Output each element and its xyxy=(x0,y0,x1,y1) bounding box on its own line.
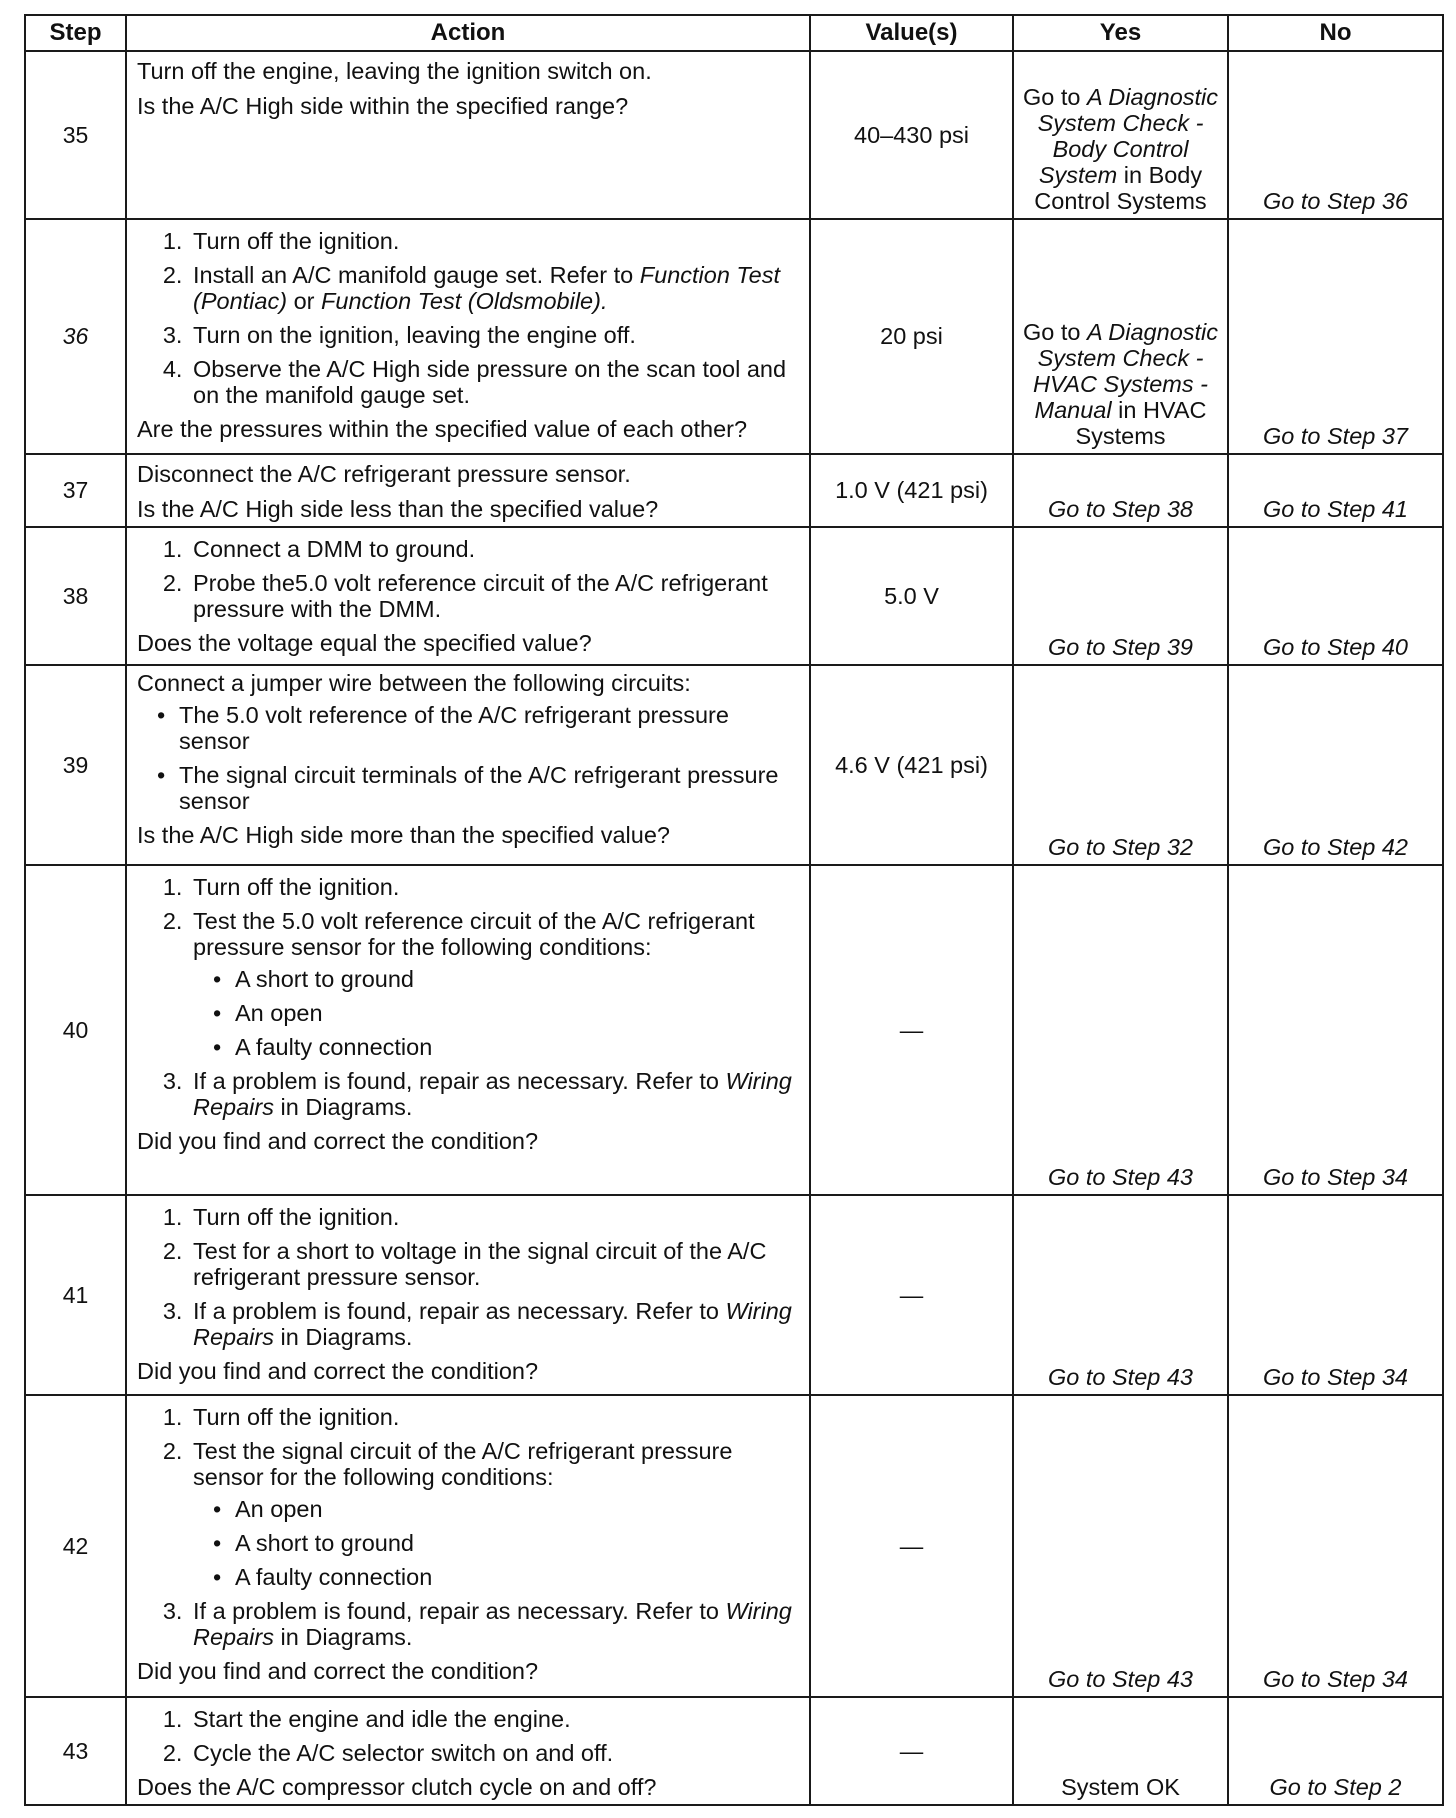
header-yes: Yes xyxy=(1013,15,1228,51)
action-cell xyxy=(126,454,810,527)
yes-link[interactable]: A Diagnostic System Check - Body Control System xyxy=(1037,84,1219,188)
action-text: Install an A/C manifold gauge set. Refer to xyxy=(193,262,640,288)
action-cell xyxy=(126,527,810,665)
action-step: 1. Connect a DMM to ground. xyxy=(189,536,801,562)
action-step: 3. Turn on the ignition, leaving the engine off. xyxy=(189,322,801,348)
action-bullet: • A short to ground xyxy=(231,966,801,992)
action-bullet: • A short to ground xyxy=(231,1530,801,1556)
step-number: 35 xyxy=(25,51,126,219)
action-text: Disconnect the A/C refrigerant pressure sensor. xyxy=(137,461,631,487)
table-row xyxy=(25,1697,1443,1805)
action-step xyxy=(189,1438,801,1590)
action-cell xyxy=(126,219,810,454)
diagnostic-table xyxy=(24,14,1444,1806)
step-number: 42 xyxy=(25,1395,126,1697)
table-row xyxy=(25,1195,1443,1395)
yes-cell[interactable]: Go to Step 38 xyxy=(1013,454,1228,527)
action-question: Does the A/C compressor clutch cycle on and off? xyxy=(137,1774,657,1800)
action-cell xyxy=(126,51,810,219)
yes-cell xyxy=(1013,219,1228,454)
action-bullet: • An open xyxy=(231,1496,801,1522)
value-cell: 20 psi xyxy=(810,219,1013,454)
no-cell[interactable]: Go to Step 2 xyxy=(1228,1697,1443,1805)
yes-cell[interactable]: Go to Step 43 xyxy=(1013,1195,1228,1395)
action-text: Test the signal circuit of the A/C refrigerant pressure sensor for the following conditions: xyxy=(193,1438,733,1490)
no-cell[interactable]: Go to Step 41 xyxy=(1228,454,1443,527)
action-text: or xyxy=(287,288,322,314)
action-link[interactable]: Wiring Repairs xyxy=(193,1068,792,1120)
action-step xyxy=(189,1598,801,1650)
value-cell: 1.0 V (421 psi) xyxy=(810,454,1013,527)
action-step xyxy=(189,908,801,1060)
action-link[interactable]: Function Test (Oldsmobile). xyxy=(321,288,608,314)
action-cell xyxy=(126,865,810,1195)
action-cell xyxy=(126,665,810,865)
no-cell[interactable]: Go to Step 34 xyxy=(1228,1395,1443,1697)
no-cell[interactable]: Go to Step 37 xyxy=(1228,219,1443,454)
yes-text: Go to xyxy=(1022,319,1087,345)
header-step: Step xyxy=(25,15,126,51)
action-text: If a problem is found, repair as necessary. Refer to xyxy=(193,1298,726,1324)
yes-cell[interactable]: Go to Step 43 xyxy=(1013,865,1228,1195)
step-number: 41 xyxy=(25,1195,126,1395)
no-cell[interactable]: Go to Step 34 xyxy=(1228,1195,1443,1395)
action-bullets xyxy=(193,1496,801,1590)
action-steps xyxy=(137,1204,801,1350)
action-text: in xyxy=(273,1624,306,1650)
step-number: 37 xyxy=(25,454,126,527)
action-doc: Diagrams. xyxy=(305,1324,413,1350)
no-cell[interactable]: Go to Step 34 xyxy=(1228,865,1443,1195)
action-step: 1. Start the engine and idle the engine. xyxy=(189,1706,801,1732)
action-text: in xyxy=(273,1324,306,1350)
action-step: 1. Turn off the ignition. xyxy=(189,1204,801,1230)
action-bullets xyxy=(193,966,801,1060)
action-question: Did you find and correct the condition? xyxy=(137,1358,539,1384)
action-question: Did you find and correct the condition? xyxy=(137,1128,539,1154)
action-step: 1. Turn off the ignition. xyxy=(189,1404,801,1430)
action-question: Did you find and correct the condition? xyxy=(137,1658,539,1684)
yes-cell[interactable]: Go to Step 43 xyxy=(1013,1395,1228,1697)
action-text: If a problem is found, repair as necessary. Refer to xyxy=(193,1598,726,1624)
action-question: Is the A/C High side within the specified range? xyxy=(137,93,629,119)
action-text: Test the 5.0 volt reference circuit of the A/C refrigerant pressure sensor for the following conditions: xyxy=(193,908,755,960)
no-cell[interactable]: Go to Step 40 xyxy=(1228,527,1443,665)
action-steps xyxy=(137,536,801,622)
action-question: Is the A/C High side more than the specified value? xyxy=(137,822,670,848)
value-cell: — xyxy=(810,1395,1013,1697)
yes-doc: HVAC Systems xyxy=(1075,397,1207,449)
diagnostic-table-container xyxy=(24,14,1442,1806)
yes-cell xyxy=(1013,51,1228,219)
action-cell xyxy=(126,1195,810,1395)
step-number: 39 xyxy=(25,665,126,865)
action-steps xyxy=(137,1404,801,1650)
value-cell: — xyxy=(810,1697,1013,1805)
action-question: Does the voltage equal the specified value? xyxy=(137,630,592,656)
table-row xyxy=(25,665,1443,865)
table-row xyxy=(25,865,1443,1195)
action-text: Turn off the engine, leaving the ignition switch on. xyxy=(137,58,652,84)
table-row xyxy=(25,527,1443,665)
header-values: Value(s) xyxy=(810,15,1013,51)
action-text: Connect a jumper wire between the following circuits: xyxy=(137,670,691,696)
yes-cell[interactable]: Go to Step 39 xyxy=(1013,527,1228,665)
action-steps xyxy=(137,874,801,1120)
no-cell[interactable]: Go to Step 36 xyxy=(1228,51,1443,219)
action-bullet: • A faulty connection xyxy=(231,1034,801,1060)
action-step: 4. Observe the A/C High side pressure on the scan tool and on the manifold gauge set. xyxy=(189,356,801,408)
action-cell xyxy=(126,1697,810,1805)
value-cell: 4.6 V (421 psi) xyxy=(810,665,1013,865)
table-row xyxy=(25,51,1443,219)
yes-text: in xyxy=(1111,397,1143,423)
action-step xyxy=(189,262,801,314)
action-step: 1. Turn off the ignition. xyxy=(189,228,801,254)
action-step xyxy=(189,1068,801,1120)
action-bullet: • The 5.0 volt reference of the A/C refrigerant pressure sensor xyxy=(175,702,801,754)
value-cell: 5.0 V xyxy=(810,527,1013,665)
action-text: in xyxy=(273,1094,306,1120)
action-bullet: • A faulty connection xyxy=(231,1564,801,1590)
header-row xyxy=(25,15,1443,51)
action-text: If a problem is found, repair as necessary. Refer to xyxy=(193,1068,726,1094)
yes-cell[interactable]: Go to Step 32 xyxy=(1013,665,1228,865)
action-step: 2. Test for a short to voltage in the signal circuit of the A/C refrigerant pressure sensor. xyxy=(189,1238,801,1290)
value-cell: 40–430 psi xyxy=(810,51,1013,219)
header-no: No xyxy=(1228,15,1443,51)
action-bullet: • The signal circuit terminals of the A/C refrigerant pressure sensor xyxy=(175,762,801,814)
no-cell[interactable]: Go to Step 42 xyxy=(1228,665,1443,865)
action-link[interactable]: Wiring Repairs xyxy=(193,1298,792,1350)
action-bullets xyxy=(137,702,801,814)
action-question: Are the pressures within the specified value of each other? xyxy=(137,416,748,442)
action-link[interactable]: Function Test (Pontiac) xyxy=(193,262,780,314)
action-question: Is the A/C High side less than the specified value? xyxy=(137,496,659,522)
table-row xyxy=(25,219,1443,454)
step-number: 43 xyxy=(25,1697,126,1805)
table-row xyxy=(25,1395,1443,1697)
action-step xyxy=(189,1298,801,1350)
step-number: 36 xyxy=(25,219,126,454)
action-link[interactable]: Wiring Repairs xyxy=(193,1598,792,1650)
yes-doc: Body Control Systems xyxy=(1034,162,1207,214)
action-steps xyxy=(137,228,801,408)
action-cell xyxy=(126,1395,810,1697)
value-cell: — xyxy=(810,865,1013,1195)
yes-cell: System OK xyxy=(1013,1697,1228,1805)
step-number: 40 xyxy=(25,865,126,1195)
yes-text: in xyxy=(1117,162,1149,188)
header-action: Action xyxy=(126,15,810,51)
action-doc: Diagrams. xyxy=(305,1094,413,1120)
yes-text: Go to xyxy=(1022,84,1087,110)
yes-link[interactable]: A Diagnostic System Check - HVAC Systems - Manual xyxy=(1033,319,1219,423)
action-step: 1. Turn off the ignition. xyxy=(189,874,801,900)
action-doc: Diagrams. xyxy=(305,1624,413,1650)
table-row xyxy=(25,454,1443,527)
step-number: 38 xyxy=(25,527,126,665)
value-cell: — xyxy=(810,1195,1013,1395)
action-step: 2. Cycle the A/C selector switch on and off. xyxy=(189,1740,801,1766)
action-step: 2. Probe the5.0 volt reference circuit of the A/C refrigerant pressure with the DMM. xyxy=(189,570,801,622)
action-bullet: • An open xyxy=(231,1000,801,1026)
action-steps xyxy=(137,1706,801,1766)
